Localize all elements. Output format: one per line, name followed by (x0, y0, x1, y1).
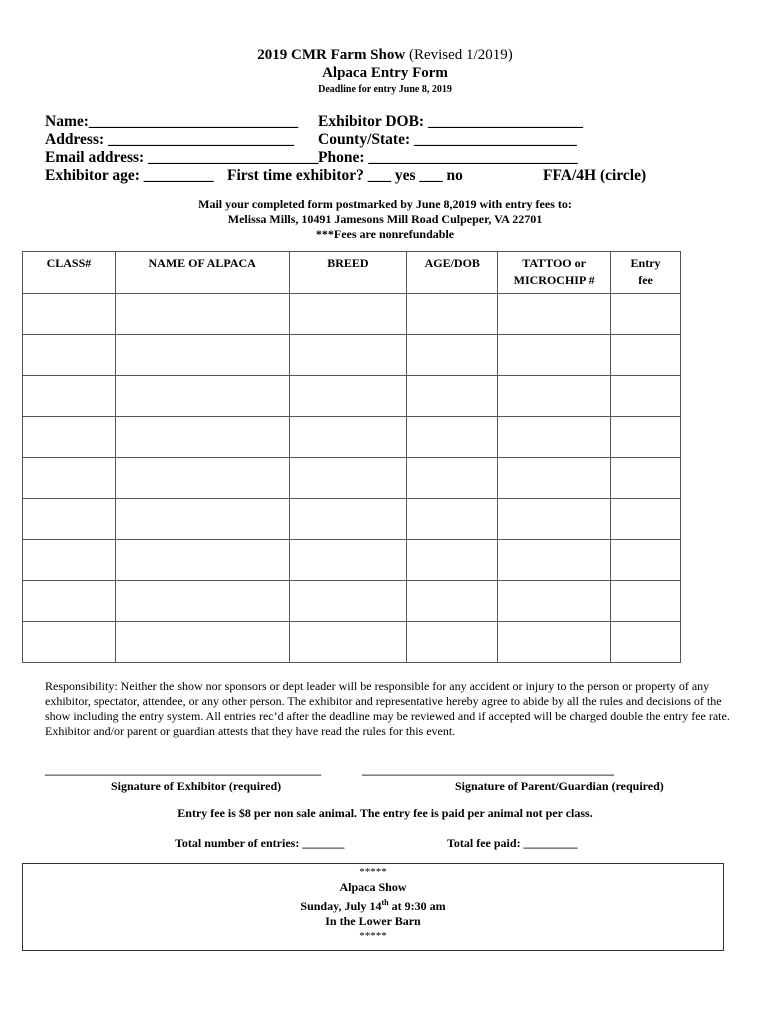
col-fee-label-1: Entry (630, 256, 661, 270)
tattoo-cell[interactable] (498, 376, 611, 417)
table-header-row (23, 252, 681, 294)
entries-table (22, 251, 681, 663)
col-age-label: AGE/DOB (424, 256, 480, 270)
breed-cell[interactable] (289, 335, 407, 376)
show-name: Alpaca Show (339, 880, 407, 894)
stars-top: ***** (359, 866, 387, 878)
class-cell[interactable] (23, 376, 116, 417)
show-time: at 9:30 am (388, 899, 446, 913)
col-breed-header (289, 252, 407, 294)
age-dob-cell[interactable] (407, 622, 498, 663)
class-cell[interactable] (23, 294, 116, 335)
total-entries-field[interactable]: Total number of entries: _______ (175, 836, 345, 850)
alpaca-name-cell[interactable] (115, 335, 289, 376)
total-fee-paid-field[interactable]: Total fee paid: _________ (447, 836, 578, 850)
deadline-note: Deadline for entry June 8, 2019 (318, 84, 452, 95)
show-location: In the Lower Barn (325, 914, 421, 928)
fee-cell[interactable] (611, 499, 681, 540)
breed-cell[interactable] (289, 499, 407, 540)
class-cell[interactable] (23, 335, 116, 376)
tattoo-cell[interactable] (498, 294, 611, 335)
fee-cell[interactable] (611, 540, 681, 581)
form-subtitle: Alpaca Entry Form (322, 65, 448, 81)
breed-cell[interactable] (289, 581, 407, 622)
col-tattoo-label-1: TATTOO or (522, 256, 586, 270)
col-age-header (407, 252, 498, 294)
table-row (23, 294, 681, 335)
col-class-header (23, 252, 116, 294)
form-title-bold: 2019 CMR Farm Show (257, 47, 406, 63)
fee-cell[interactable] (611, 458, 681, 499)
first-time-exhibitor-field[interactable]: First time exhibitor? ___ yes ___ no (227, 167, 463, 184)
alpaca-name-cell[interactable] (115, 376, 289, 417)
phone-field[interactable]: Phone: ___________________________ (318, 149, 578, 166)
age-dob-cell[interactable] (407, 458, 498, 499)
show-date-prefix: Sunday, July 14 (300, 899, 382, 913)
col-breed-label: BREED (327, 256, 369, 270)
entry-fee-note: Entry fee is $8 per non sale animal. The entry fee is paid per animal not per class. (177, 806, 593, 820)
show-date-suffix-sup: th (381, 898, 389, 907)
alpaca-name-cell[interactable] (115, 540, 289, 581)
table-row (23, 499, 681, 540)
ffa-4h-circle-field[interactable]: FFA/4H (circle) (543, 167, 647, 184)
breed-cell[interactable] (289, 294, 407, 335)
col-fee-label-2: fee (638, 273, 653, 287)
class-cell[interactable] (23, 581, 116, 622)
fee-cell[interactable] (611, 294, 681, 335)
class-cell[interactable] (23, 622, 116, 663)
age-dob-cell[interactable] (407, 581, 498, 622)
fee-cell[interactable] (611, 417, 681, 458)
address-field[interactable]: Address: ________________________ (45, 131, 295, 148)
alpaca-name-cell[interactable] (115, 581, 289, 622)
alpaca-name-cell[interactable] (115, 417, 289, 458)
tattoo-cell[interactable] (498, 335, 611, 376)
col-name-header (115, 252, 289, 294)
tattoo-cell[interactable] (498, 581, 611, 622)
alpaca-name-cell[interactable] (115, 499, 289, 540)
tattoo-cell[interactable] (498, 540, 611, 581)
alpaca-name-cell[interactable] (115, 458, 289, 499)
name-field[interactable]: Name:___________________________ (45, 113, 299, 130)
form-title (0, 47, 770, 64)
email-field[interactable]: Email address: ______________________ (45, 149, 319, 166)
breed-cell[interactable] (289, 622, 407, 663)
table-row (23, 376, 681, 417)
table-row (23, 540, 681, 581)
nonrefundable-note: ***Fees are nonrefundable (315, 227, 455, 241)
tattoo-cell[interactable] (498, 622, 611, 663)
age-dob-cell[interactable] (407, 499, 498, 540)
parent-signature-line[interactable]: __________________________________________ (362, 763, 614, 777)
fee-cell[interactable] (611, 581, 681, 622)
age-dob-cell[interactable] (407, 417, 498, 458)
exhibitor-age-field[interactable]: Exhibitor age: _________ (45, 167, 214, 184)
col-fee-header (611, 252, 681, 294)
breed-cell[interactable] (289, 417, 407, 458)
age-dob-cell[interactable] (407, 540, 498, 581)
col-name-label: NAME OF ALPACA (148, 256, 256, 270)
class-cell[interactable] (23, 540, 116, 581)
show-date (23, 895, 723, 914)
exhibitor-dob-field[interactable]: Exhibitor DOB: ____________________ (318, 113, 583, 130)
county-state-field[interactable]: County/State: _____________________ (318, 131, 577, 148)
breed-cell[interactable] (289, 376, 407, 417)
alpaca-name-cell[interactable] (115, 294, 289, 335)
age-dob-cell[interactable] (407, 335, 498, 376)
col-tattoo-header (498, 252, 611, 294)
exhibitor-signature-line[interactable]: ______________________________________________ (45, 763, 321, 777)
breed-cell[interactable] (289, 458, 407, 499)
parent-signature-label: Signature of Parent/Guardian (required) (455, 779, 664, 793)
tattoo-cell[interactable] (498, 458, 611, 499)
mail-instructions: Mail your completed form postmarked by June 8,2019 with entry fees to: (198, 197, 572, 211)
table-row (23, 622, 681, 663)
col-class-label: CLASS# (46, 256, 92, 270)
form-title-revision: (Revised 1/2019) (405, 47, 513, 63)
col-tattoo-label-2: MICROCHIP # (513, 273, 595, 287)
table-row (23, 335, 681, 376)
class-cell[interactable] (23, 499, 116, 540)
responsibility-statement: Responsibility: Neither the show nor sponsors or dept leader will be responsible for any accident or injury to the person or property of any exhibitor, spectator, attendee, or any other person. The exhibitor and representative hereby agree to abide by all the rules and decisions of the show including the entry system. All entries rec’d after the deadline may be reviewed and if accepted will be charged double the entry fee rate. Exhibitor and/or parent or guardian attests that they have read the rules for this event. (45, 679, 730, 738)
tattoo-cell[interactable] (498, 499, 611, 540)
mail-address: Melissa Mills, 10491 Jamesons Mill Road Culpeper, VA 22701 (227, 212, 543, 226)
stars-bottom: ***** (359, 930, 387, 942)
class-cell[interactable] (23, 417, 116, 458)
age-dob-cell[interactable] (407, 376, 498, 417)
fee-cell[interactable] (611, 622, 681, 663)
breed-cell[interactable] (289, 540, 407, 581)
table-row (23, 417, 681, 458)
fee-cell[interactable] (611, 376, 681, 417)
age-dob-cell[interactable] (407, 294, 498, 335)
show-info-box (22, 863, 724, 951)
class-cell[interactable] (23, 458, 116, 499)
tattoo-cell[interactable] (498, 417, 611, 458)
table-row (23, 581, 681, 622)
fee-cell[interactable] (611, 335, 681, 376)
alpaca-name-cell[interactable] (115, 622, 289, 663)
table-row (23, 458, 681, 499)
exhibitor-signature-label: Signature of Exhibitor (required) (111, 779, 282, 793)
